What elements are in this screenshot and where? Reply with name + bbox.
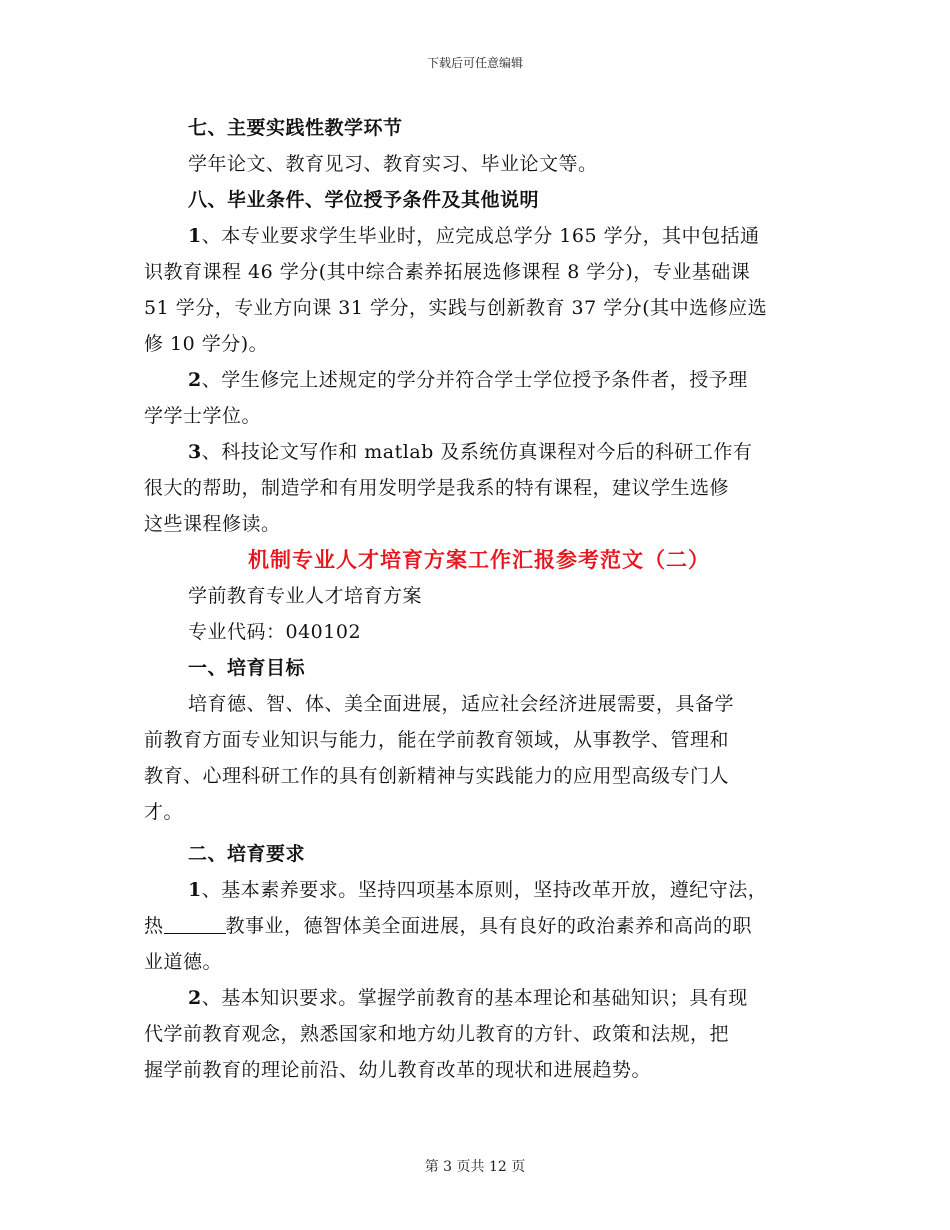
item-3-number: 3 (188, 441, 202, 463)
req-2-number: 2 (188, 987, 202, 1009)
section-7-heading: 七、主要实践性教学环节 (188, 117, 403, 139)
item-3-text: 、科技论文写作和 matlab 及系统仿真课程对今后的科研工作有 (201, 441, 753, 463)
item-3-line (144, 434, 814, 470)
req-2-text: 、基本知识要求。掌握学前教育的基本理论和基础知识；具有现 (201, 987, 748, 1009)
item-3-line: 这些课程修读。 (144, 513, 281, 535)
major-code: 专业代码：040102 (188, 621, 362, 643)
requirements-heading: 二、培育要求 (188, 843, 306, 865)
req-1-text-post: 教事业，德智体美全面进展，具有良好的政治素养和高尚的职 (225, 915, 753, 937)
item-1-line: 51 学分，专业方向课 31 学分，实践与创新教育 37 学分(其中选修应选 (144, 297, 768, 319)
req-1-line (144, 908, 814, 944)
req-1-number: 1 (188, 879, 202, 901)
goal-line: 前教育方面专业知识与能力，能在学前教育领域，从事教学、管理和 (144, 729, 730, 751)
page-content (144, 110, 814, 1088)
item-1-line (144, 218, 814, 254)
fill-in-blank (164, 913, 226, 934)
goal-heading: 一、培育目标 (188, 657, 306, 679)
item-2-text: 、学生修完上述规定的学分并符合学士学位授予条件者，授予理 (201, 369, 748, 391)
item-2-line: 学学士学位。 (144, 405, 262, 427)
document-title: 机制专业人才培育方案工作汇报参考范文（二） (248, 547, 710, 572)
document-subtitle: 学前教育专业人才培育方案 (188, 585, 423, 607)
item-1-text: 、本专业要求学生毕业时，应完成总学分 165 学分，其中包括通 (201, 225, 760, 247)
section-7-body: 学年论文、教育见习、教育实习、毕业论文等。 (188, 153, 598, 175)
page-header-note: 下载后可任意编辑 (426, 56, 523, 70)
item-2-number: 2 (188, 369, 202, 391)
req-2-line (144, 980, 814, 1016)
goal-line: 才。 (144, 801, 184, 823)
req-2-line: 握学前教育的理论前沿、幼儿教育改革的现状和进展趋势。 (144, 1059, 652, 1081)
section-8-heading: 八、毕业条件、学位授予条件及其他说明 (188, 189, 540, 211)
item-2-line (144, 362, 814, 398)
req-1-line: 业道德。 (144, 951, 223, 973)
goal-line: 培育德、智、体、美全面进展，适应社会经济进展需要，具备学 (188, 693, 735, 715)
item-3-line: 很大的帮助，制造学和有用发明学是我系的特有课程，建议学生选修 (144, 477, 730, 499)
req-1-line (144, 872, 814, 908)
item-1-number: 1 (188, 225, 202, 247)
req-1-text: 、基本素养要求。坚持四项基本原则，坚持改革开放，遵纪守法， (201, 879, 768, 901)
goal-line: 教育、心理科研工作的具有创新精神与实践能力的应用型高级专门人 (144, 765, 730, 787)
req-1-text-pre: 热 (144, 915, 164, 937)
req-2-line: 代学前教育观念，熟悉国家和地方幼儿教育的方针、政策和法规，把 (144, 1023, 730, 1045)
page-footer: 第 3 页共 12 页 (424, 1159, 526, 1175)
item-1-line: 修 10 学分)。 (144, 333, 269, 355)
item-1-line: 识教育课程 46 学分(其中综合素养拓展选修课程 8 学分)，专业基础课 (144, 261, 751, 283)
